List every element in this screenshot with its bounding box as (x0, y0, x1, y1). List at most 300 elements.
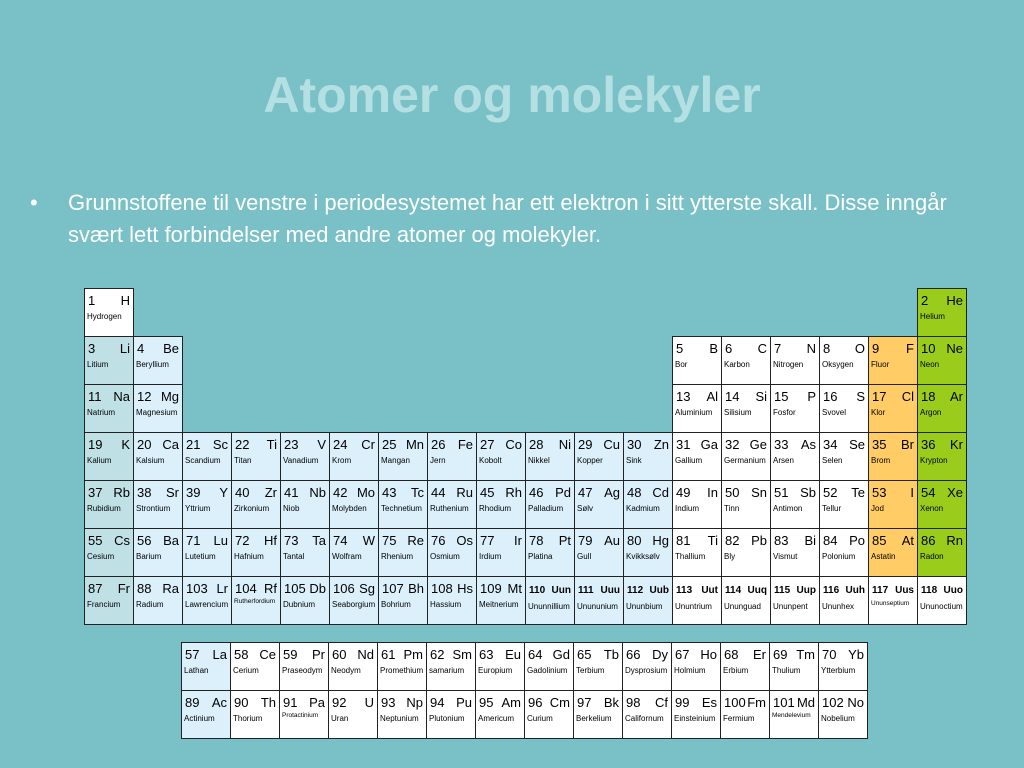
element-cell-zn (624, 433, 673, 481)
atomic-number: 24 (333, 437, 348, 452)
element-symbol: Cr (361, 437, 375, 452)
element-symbol: Dy (652, 647, 668, 662)
empty-cell (379, 385, 428, 433)
element-symbol: Ta (312, 533, 326, 548)
atomic-number: 36 (921, 437, 936, 452)
element-name: Kadmium (626, 504, 660, 513)
element-cell-ni (526, 433, 575, 481)
element-symbol: Cl (901, 389, 914, 404)
element-symbol: Ac (211, 695, 227, 710)
element-cell-uus (869, 577, 918, 625)
element-symbol: P (807, 389, 816, 404)
element-cell-fm (721, 691, 770, 739)
element-cell-no (819, 691, 868, 739)
empty-cell (183, 289, 232, 337)
element-cell-al (673, 385, 722, 433)
element-name: Kalium (87, 456, 112, 465)
element-cell-p (771, 385, 820, 433)
element-symbol: Db (309, 581, 326, 596)
element-name: Lawrencium (185, 600, 229, 609)
empty-cell (232, 337, 281, 385)
element-header (379, 529, 427, 548)
atomic-number: 104 (235, 581, 257, 596)
element-symbol: Be (163, 341, 179, 356)
element-cell-u (329, 691, 378, 739)
element-cell-md (770, 691, 819, 739)
empty-cell (330, 289, 379, 337)
element-header (820, 577, 868, 598)
element-symbol: Zr (264, 485, 277, 500)
atomic-number: 58 (234, 647, 249, 662)
atomic-number: 17 (872, 389, 887, 404)
element-header (722, 433, 770, 452)
element-cell-fr (85, 577, 134, 625)
element-cell-cr (330, 433, 379, 481)
element-name: Rutherfordium (234, 598, 276, 605)
element-cell-er (721, 643, 770, 691)
element-cell-sg (330, 577, 379, 625)
element-symbol: Li (119, 341, 130, 356)
element-symbol: Am (501, 695, 521, 710)
element-symbol: Rf (264, 581, 277, 596)
element-name: Cerium (233, 666, 259, 675)
atomic-number: 65 (577, 647, 592, 662)
element-name: Actinium (184, 714, 215, 723)
element-header (575, 433, 623, 452)
element-cell-uun (526, 577, 575, 625)
element-symbol: Cd (652, 485, 669, 500)
element-name: Gallium (675, 456, 703, 465)
element-header (477, 577, 525, 596)
element-symbol: Mg (160, 389, 179, 404)
element-header (428, 481, 476, 500)
element-cell-zr (232, 481, 281, 529)
atomic-number: 48 (627, 485, 642, 500)
element-name: Titan (234, 456, 252, 465)
element-header (232, 481, 280, 500)
element-cell-hg (624, 529, 673, 577)
element-symbol: O (854, 341, 865, 356)
atomic-number: 98 (626, 695, 641, 710)
element-symbol: S (856, 389, 865, 404)
empty-cell (820, 289, 869, 337)
atomic-number: 106 (333, 581, 355, 596)
element-name: Sølv (577, 504, 593, 513)
element-header (281, 529, 329, 548)
element-header (673, 481, 721, 500)
element-name: Neon (920, 360, 940, 369)
element-symbol: Uup (796, 585, 816, 596)
table-row (85, 289, 967, 337)
element-cell-os (428, 529, 477, 577)
atomic-number: 2 (921, 293, 929, 308)
atomic-number: 41 (284, 485, 299, 500)
element-cell-si (722, 385, 771, 433)
element-cell-o (820, 337, 869, 385)
element-cell-ti (232, 433, 281, 481)
atomic-number: 31 (676, 437, 691, 452)
atomic-number: 77 (480, 533, 495, 548)
element-name: Promethium (380, 666, 424, 675)
element-name: Ununseptium (871, 600, 910, 607)
element-cell-pm (378, 643, 427, 691)
element-name: Rhenium (381, 552, 414, 561)
element-symbol: Pd (555, 485, 571, 500)
element-header (869, 433, 917, 452)
element-name: Strontium (136, 504, 171, 513)
element-cell-ta (281, 529, 330, 577)
element-symbol: Th (260, 695, 276, 710)
atomic-number: 21 (186, 437, 201, 452)
atomic-number: 45 (480, 485, 495, 500)
element-name: Ununguad (724, 602, 761, 611)
element-cell-la (182, 643, 231, 691)
element-header (771, 529, 819, 548)
element-header (672, 691, 720, 710)
element-header (232, 577, 280, 596)
element-header (722, 577, 770, 598)
element-symbol: Ne (946, 341, 963, 356)
element-symbol: Bi (804, 533, 816, 548)
element-name: Hydrogen (87, 312, 122, 321)
atomic-number: 60 (332, 647, 347, 662)
element-name: Nitrogen (773, 360, 804, 369)
bullet-text: Grunnstoffene til venstre i periodesystemet har ett elektron i sitt ytterste skall. Disse inngår svært lett forbindelser med andre atomer og molekyler. (68, 190, 947, 247)
element-name: Fluor (871, 360, 890, 369)
element-cell-ce (231, 643, 280, 691)
empty-cell (379, 337, 428, 385)
element-cell-sr (134, 481, 183, 529)
element-header (574, 691, 622, 710)
element-name: Vanadium (283, 456, 319, 465)
atomic-number: 83 (774, 533, 789, 548)
element-name: Antimon (773, 504, 803, 513)
element-name: Mendelevium (772, 712, 811, 719)
empty-cell (428, 385, 477, 433)
element-symbol: Nb (309, 485, 326, 500)
element-header (477, 433, 525, 452)
table-row (85, 385, 967, 433)
element-cell-rn (918, 529, 967, 577)
element-name: Niob (283, 504, 300, 513)
element-header (526, 481, 574, 500)
element-name: Plutonium (429, 714, 465, 723)
element-symbol: Rn (946, 533, 963, 548)
element-name: Bohrium (381, 600, 411, 609)
atomic-number: 8 (823, 341, 831, 356)
empty-cell (526, 385, 575, 433)
element-header (526, 433, 574, 452)
element-name: Holmium (674, 666, 706, 675)
atomic-number: 109 (480, 581, 502, 596)
element-name: Thorium (233, 714, 263, 723)
atomic-number: 38 (137, 485, 152, 500)
element-cell-gd (525, 643, 574, 691)
element-symbol: Na (113, 389, 130, 404)
atomic-number: 49 (676, 485, 691, 500)
atomic-number: 4 (137, 341, 145, 356)
element-symbol: Au (604, 533, 620, 548)
atomic-number: 12 (137, 389, 152, 404)
element-header (134, 337, 182, 356)
element-symbol: Uuh (845, 585, 865, 596)
element-cell-cu (575, 433, 624, 481)
element-cell-ru (428, 481, 477, 529)
element-header (85, 577, 133, 596)
element-symbol: Ag (604, 485, 620, 500)
element-name: Neodym (331, 666, 361, 675)
element-name: Dysprosium (625, 666, 668, 675)
element-symbol: K (121, 437, 130, 452)
element-name: Protactinium (282, 712, 319, 719)
element-cell-es (672, 691, 721, 739)
element-header (477, 529, 525, 548)
element-cell-mg (134, 385, 183, 433)
element-symbol: Mn (405, 437, 424, 452)
element-name: Cesium (87, 552, 115, 561)
element-symbol: Pt (558, 533, 571, 548)
element-symbol: Tb (603, 647, 619, 662)
table-row (85, 337, 967, 385)
element-cell-b (673, 337, 722, 385)
element-cell-lr (183, 577, 232, 625)
element-cell-mn (379, 433, 428, 481)
element-cell-ge (722, 433, 771, 481)
atomic-number: 113 (676, 585, 693, 596)
atomic-number: 91 (283, 695, 298, 710)
element-name: Fosfor (773, 408, 796, 417)
element-header (379, 577, 427, 596)
atomic-number: 42 (333, 485, 348, 500)
element-header (771, 577, 819, 598)
element-symbol: N (806, 341, 816, 356)
atomic-number: 35 (872, 437, 887, 452)
element-name: Silisium (724, 408, 752, 417)
element-header (722, 481, 770, 500)
empty-cell (624, 385, 673, 433)
atomic-number: 74 (333, 533, 348, 548)
element-name: Karbon (724, 360, 750, 369)
element-name: Xenon (920, 504, 944, 513)
element-name: Radon (920, 552, 944, 561)
element-symbol: Re (407, 533, 424, 548)
element-name: Thulium (772, 666, 801, 675)
element-header (771, 481, 819, 500)
element-header (918, 433, 966, 452)
element-header (623, 643, 671, 662)
element-header (820, 337, 868, 356)
element-name: Kalsium (136, 456, 165, 465)
element-name: Tinn (724, 504, 740, 513)
element-name: Kvikksølv (626, 552, 660, 561)
element-cell-bk (574, 691, 623, 739)
element-header (427, 643, 475, 662)
empty-cell (869, 289, 918, 337)
element-cell-ac (182, 691, 231, 739)
element-symbol: Xe (947, 485, 963, 500)
empty-cell (624, 289, 673, 337)
atomic-number: 101 (773, 695, 795, 710)
element-name: Jod (871, 504, 884, 513)
element-header (231, 643, 279, 662)
element-symbol: Br (901, 437, 914, 452)
atomic-number: 96 (528, 695, 543, 710)
atomic-number: 15 (774, 389, 789, 404)
element-cell-yb (819, 643, 868, 691)
element-header (722, 337, 770, 356)
element-symbol: Os (456, 533, 473, 548)
element-cell-am (476, 691, 525, 739)
element-name: Platina (528, 552, 553, 561)
element-cell-cd (624, 481, 673, 529)
atomic-number: 87 (88, 581, 103, 596)
atomic-number: 118 (921, 585, 938, 596)
element-symbol: Sc (212, 437, 228, 452)
element-symbol: Pr (312, 647, 325, 662)
atomic-number: 32 (725, 437, 740, 452)
atomic-number: 11 (88, 389, 102, 404)
atomic-number: 110 (529, 585, 546, 596)
element-cell-f (869, 337, 918, 385)
element-cell-nd (329, 643, 378, 691)
element-header (623, 691, 671, 710)
table-row (85, 577, 967, 625)
element-symbol: Ce (259, 647, 276, 662)
element-name: Palladium (528, 504, 564, 513)
element-symbol: Cu (603, 437, 620, 452)
element-symbol: Bh (408, 581, 424, 596)
atomic-number: 13 (676, 389, 691, 404)
atomic-number: 29 (578, 437, 593, 452)
element-header (820, 481, 868, 500)
element-symbol: No (847, 695, 864, 710)
element-cell-uuo (918, 577, 967, 625)
element-symbol: Al (706, 389, 718, 404)
element-header (183, 577, 231, 596)
element-cell-pu (427, 691, 476, 739)
element-symbol: I (910, 485, 914, 500)
element-symbol: Kr (950, 437, 963, 452)
element-cell-k (85, 433, 134, 481)
element-symbol: Eu (505, 647, 521, 662)
atomic-number: 61 (381, 647, 396, 662)
atomic-number: 43 (382, 485, 397, 500)
element-header (134, 577, 182, 596)
element-name: Seaborgium (332, 600, 376, 609)
element-cell-rh (477, 481, 526, 529)
element-header (673, 433, 721, 452)
atomic-number: 52 (823, 485, 838, 500)
element-symbol: Uut (701, 585, 718, 596)
element-name: Irdium (479, 552, 502, 561)
element-header (918, 289, 966, 308)
element-symbol: V (317, 437, 326, 452)
element-header (624, 529, 672, 548)
atomic-number: 66 (626, 647, 641, 662)
element-cell-cm (525, 691, 574, 739)
element-symbol: Zn (653, 437, 669, 452)
empty-cell (232, 289, 281, 337)
atomic-number: 19 (88, 437, 103, 452)
element-name: Brom (871, 456, 891, 465)
atomic-number: 20 (137, 437, 152, 452)
element-header (673, 529, 721, 548)
element-symbol: Tm (796, 647, 815, 662)
element-name: Klor (871, 408, 886, 417)
element-header (574, 643, 622, 662)
element-cell-tb (574, 643, 623, 691)
element-name: Ununhex (822, 602, 855, 611)
element-symbol: H (120, 293, 130, 308)
atomic-number: 10 (921, 341, 936, 356)
atomic-number: 72 (235, 533, 250, 548)
element-symbol: Tc (411, 485, 424, 500)
element-cell-se (820, 433, 869, 481)
element-symbol: Fr (117, 581, 130, 596)
atomic-number: 116 (823, 585, 840, 596)
element-symbol: Co (505, 437, 522, 452)
element-symbol: Gd (552, 647, 570, 662)
element-cell-at (869, 529, 918, 577)
element-name: Aluminium (675, 408, 713, 417)
element-symbol: Ba (163, 533, 179, 548)
element-cell-pr (280, 643, 329, 691)
atomic-number: 26 (431, 437, 446, 452)
element-symbol: Lu (213, 533, 228, 548)
element-cell-in (673, 481, 722, 529)
element-cell-br (869, 433, 918, 481)
atomic-number: 76 (431, 533, 446, 548)
empty-cell (575, 289, 624, 337)
element-name: Osmium (430, 552, 460, 561)
atomic-number: 40 (235, 485, 250, 500)
element-cell-te (820, 481, 869, 529)
element-cell-cf (623, 691, 672, 739)
element-header (918, 529, 966, 548)
empty-cell (428, 337, 477, 385)
element-cell-kr (918, 433, 967, 481)
element-symbol: Pm (403, 647, 423, 662)
element-header (771, 385, 819, 404)
element-name: Argon (920, 408, 942, 417)
atomic-number: 73 (284, 533, 299, 548)
element-cell-hs (428, 577, 477, 625)
atomic-number: 68 (724, 647, 739, 662)
element-cell-sc (183, 433, 232, 481)
atomic-number: 51 (774, 485, 789, 500)
element-header (280, 643, 328, 662)
element-cell-eu (476, 643, 525, 691)
element-header (85, 433, 133, 452)
element-name: Bly (724, 552, 736, 561)
element-header (330, 529, 378, 548)
element-cell-sb (771, 481, 820, 529)
atomic-number: 86 (921, 533, 936, 548)
atomic-number: 50 (725, 485, 740, 500)
atomic-number: 71 (186, 533, 201, 548)
element-name: Berkelium (576, 714, 612, 723)
element-name: Technetium (381, 504, 422, 513)
element-header (329, 691, 377, 710)
element-header (869, 385, 917, 404)
element-name: Nikkel (528, 456, 550, 465)
element-name: Lathan (184, 666, 209, 675)
element-header (624, 577, 672, 598)
element-cell-cl (869, 385, 918, 433)
element-symbol: Yb (848, 647, 864, 662)
element-name: Zirkonium (234, 504, 270, 513)
element-header (771, 337, 819, 356)
